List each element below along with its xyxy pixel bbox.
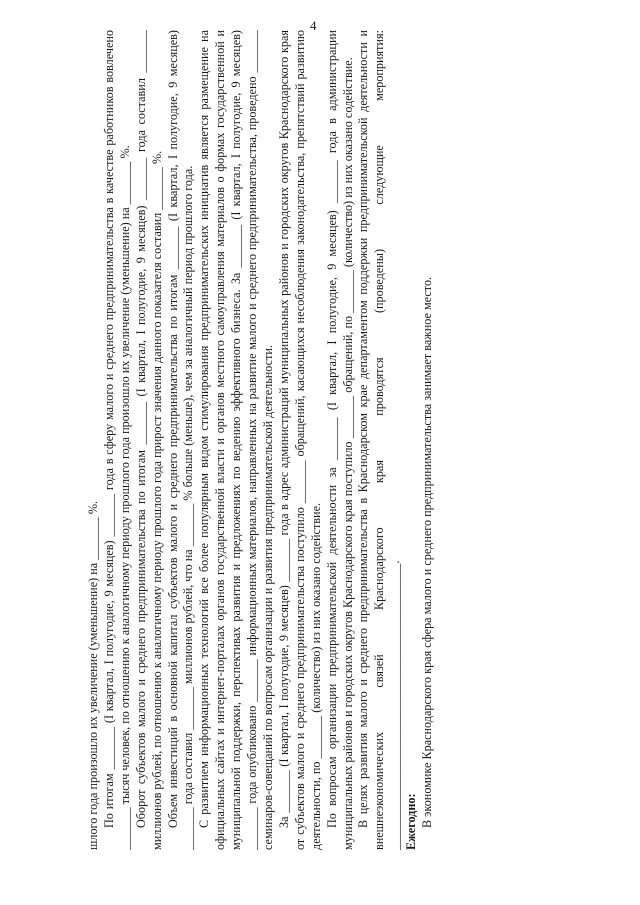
rotated-document-body <box>86 30 596 850</box>
document-text <box>86 30 436 850</box>
paragraph-organization-requests: По вопросам организации предпринимательской деятельности за _______ (I квартал, I полугодие, 9 месяцев) _______ года в администрации муниципальных районов и городских округов Краснодарского края поступило _______ обращений, по _______ (количество) из них оказано содействие. <box>324 30 355 850</box>
paragraph-information-technologies: С развитием информационных технологий все более популярным видом стимулирования предпринимательских инициатив является размещение на официальных сайтах и интернет-порталах органов государственной власти и органов местного самоуправления материалов о формах государственной и муниципальной поддержки, перспективах развития и предложениях по ведению эффективного бизнеса. За _______ (I квартал, I полугодие, 9 месяцев) _______ года опубликовано _______ информационных материалов, направленных на развитие малого и среднего предпринимательства, проведено _______ семинаров-совещаний по вопросам организации и развития предпринимательской деятельности. <box>197 30 275 850</box>
paragraph-employees: По итогам _______ (I квартал, I полугодие, 9 месяцев) _______ года в сферу малого и среднего предпринимательства в качестве работников вовлечено _______ тысяч человек, по отношению к аналогичному периоду прошлого года произошло их увеличение (уменьшение) на _______ %. <box>101 30 132 850</box>
paragraph-department-events: В целях развития малого и среднего предпринимательства в Краснодарском крае департаментом поддержки предпринимательской деятельности и внешнеэкономических связей Краснодарского края проводятся (проведены) следующие мероприятия: _______________________________________________. <box>356 30 403 850</box>
paragraph-economy: В экономике Краснодарского края сфера малого и среднего предпринимательства занимает важное место. <box>420 276 435 828</box>
paragraph-investment: Объем инвестиций в основной капитал субъектов малого и среднего предпринимательства по итогам _______ (I квартал, I полугодие, 9 месяцев) _______ года составил _______ миллионов рублей, что на _______ % больше (меньше), чем за аналогичный период прошлого года. <box>165 30 196 850</box>
paragraph-turnover: Оборот субъектов малого и среднего предпринимательства по итогам _______ (I квартал, I полугодие, 9 месяцев) _______ года составил _______ миллионов рублей, по отношению к аналогичному периоду прошлого года прирост значения данного показателя составил _______ %. <box>133 30 164 850</box>
heading-annually: Ежегодно: <box>404 793 419 850</box>
page-number: 4 <box>310 18 317 33</box>
paragraph-complaints: За _______ (I квартал, I полугодие, 9 месяцев) _______ года в адрес администраций муниципальных районов и городских округов Краснодарского края от субъектов малого и среднего предпринимательства поступило _______ обращений, касающихся несоблюдения законодательства, препятствий развитию деятельности, по _______ (количество) из них оказано содействие. <box>276 30 323 850</box>
paragraph-continuation: шлого года произошло их увеличение (уменьшение) на _______ %. <box>86 500 100 850</box>
